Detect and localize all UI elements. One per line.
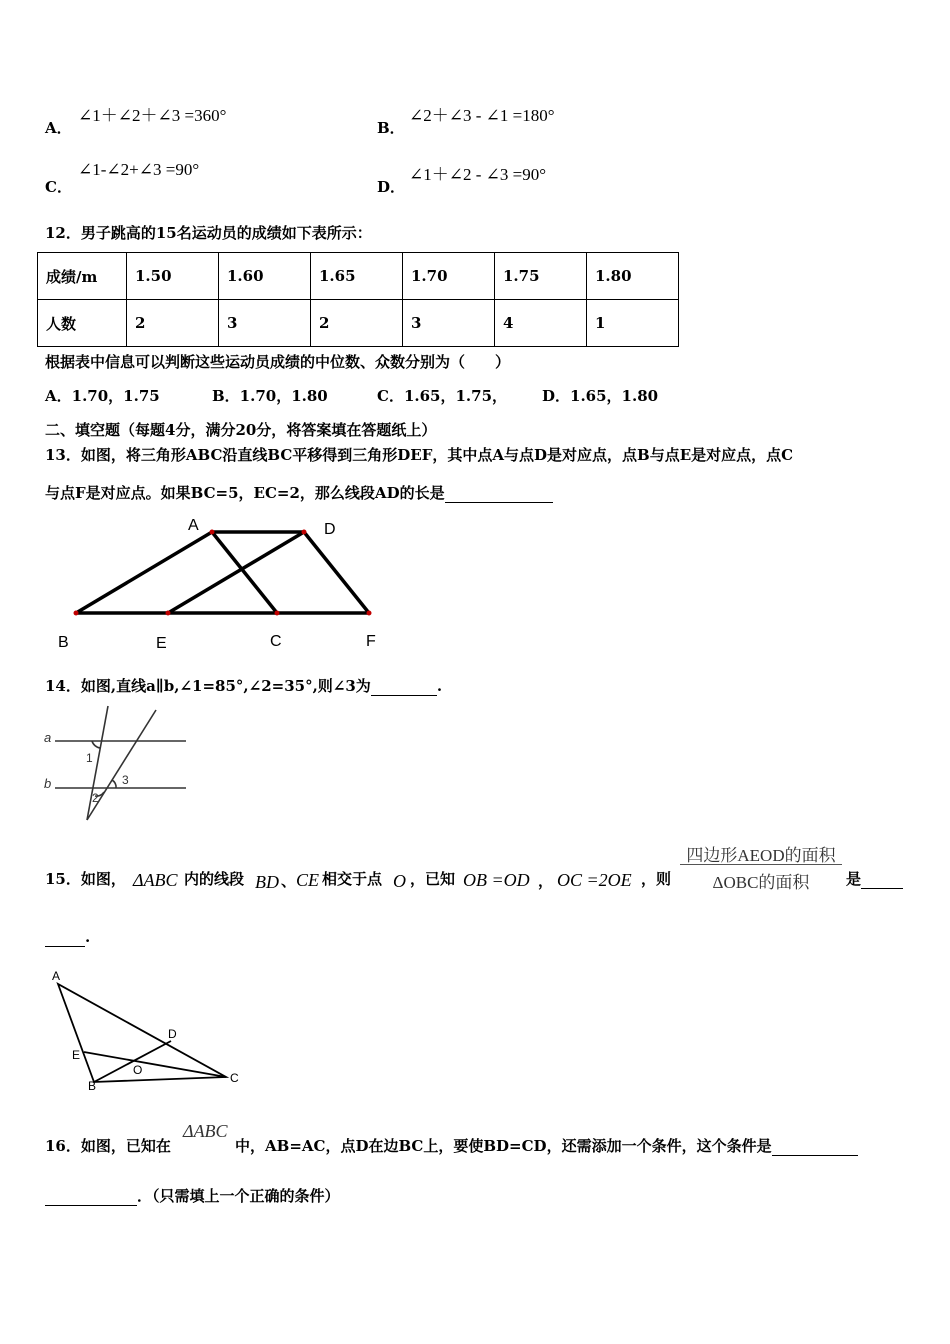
option-d-expression: ∠1＋∠2 - ∠3 =90° <box>409 165 547 184</box>
q12-question: 根据表中信息可以判断这些运动员成绩的中位数、众数分别为（ ） <box>45 353 511 371</box>
q14-text <box>45 675 442 696</box>
segment-df <box>304 532 369 613</box>
table-cell: 1.80 <box>587 253 679 300</box>
q16-stem: 中，AB=AC，点D在边BC上，要使BD=CD，还需添加一个条件，这个条件是 <box>235 1137 772 1155</box>
label-angle-3: 3 <box>122 773 129 787</box>
point-e <box>166 611 171 616</box>
q14-figure <box>40 700 200 830</box>
section-title: 二、填空题（每题4分，满分20分，将答案填在答题纸上） <box>45 421 437 439</box>
q13-line2 <box>45 482 553 503</box>
option-a-expression: ∠1＋∠2＋∠3 =360° <box>78 106 227 125</box>
table-cell: 1 <box>587 300 679 347</box>
label-b: B <box>88 1079 97 1092</box>
label-a: A <box>188 517 199 534</box>
q15-shi: 是 <box>846 870 862 888</box>
option-c-label: C． <box>45 178 72 196</box>
table-cell: 1.60 <box>219 253 311 300</box>
point-c <box>275 611 280 616</box>
table-cell: 3 <box>403 300 495 347</box>
segment-ac <box>212 532 277 613</box>
table-header-cell: 人数 <box>38 300 127 347</box>
label-o: O <box>133 1063 143 1077</box>
q15-sep: 、 <box>281 872 297 890</box>
point-b <box>74 611 79 616</box>
q15-figure <box>40 962 250 1092</box>
q15-point-o: O <box>393 871 406 891</box>
point-a <box>210 530 215 535</box>
q15-comma: ， <box>538 872 554 890</box>
point-f <box>367 611 372 616</box>
q16-line2 <box>45 1185 340 1206</box>
q12-option-b: B．1.70，1.80 <box>212 387 328 405</box>
q13-line2-text: 与点F是对应点。如果BC=5，EC=2，那么线段AD的长是 <box>45 484 445 502</box>
table-row <box>38 253 679 300</box>
q13-figure <box>40 510 400 655</box>
answer-blank[interactable] <box>861 870 903 889</box>
point-d <box>302 530 307 535</box>
q15-text4: ，则 <box>641 870 672 888</box>
label-line-b: b <box>44 776 52 791</box>
label-angle-1: 1 <box>86 751 93 765</box>
answer-blank[interactable] <box>371 677 437 696</box>
angle-3-arc <box>112 780 116 788</box>
label-c: C <box>230 1071 239 1085</box>
table-cell: 2 <box>127 300 219 347</box>
angle-1-arc <box>92 741 100 748</box>
q16-triangle: ΔABC <box>183 1121 228 1141</box>
q14-stem: 14．如图,直线a∥b,∠1=85°,∠2=35°,则∠3为 <box>45 677 371 695</box>
label-a: A <box>52 969 61 983</box>
q15-seg-bd: BD <box>255 872 279 892</box>
fraction-bar <box>680 864 842 865</box>
table-row <box>38 300 679 347</box>
score-table <box>37 252 679 347</box>
q15-line2 <box>45 928 90 947</box>
q12-option-c: C．1.65，1.75， <box>377 387 508 405</box>
q15-seg-ce: CE <box>296 870 320 890</box>
fraction-numerator: 四边形AEOD的面积 <box>686 846 836 865</box>
q15-text3: ，已知 <box>410 870 456 888</box>
table-cell: 2 <box>311 300 403 347</box>
option-a-label: A． <box>45 119 72 137</box>
label-line-a: a <box>44 730 52 745</box>
q12-option-a: A．1.70，1.75 <box>45 387 160 405</box>
label-e: E <box>72 1048 81 1062</box>
table-cell: 1.65 <box>311 253 403 300</box>
q12-option-d: D．1.65，1.80 <box>542 387 659 405</box>
fraction-denominator: ΔOBC的面积 <box>712 873 810 892</box>
label-f: F <box>366 633 376 650</box>
label-b: B <box>58 634 69 651</box>
q16-note: ．（只需填上一个正确的条件） <box>137 1187 340 1205</box>
table-header-cell: 成绩/m <box>38 253 127 300</box>
label-angle-2: 2 <box>92 791 99 805</box>
label-e: E <box>156 635 167 652</box>
option-d-label: D． <box>377 178 406 196</box>
table-cell: 1.75 <box>495 253 587 300</box>
table-cell: 1.70 <box>403 253 495 300</box>
option-c-expression: ∠1-∠2+∠3 =90° <box>78 160 200 179</box>
answer-blank[interactable] <box>445 484 553 503</box>
answer-blank[interactable] <box>45 928 85 947</box>
q16-prefix: 16．如图，已知在 <box>45 1137 171 1155</box>
q15-condition-1: OB =OD <box>463 870 530 890</box>
q15-prefix: 15．如图， <box>45 870 126 888</box>
option-b-expression: ∠2＋∠3 - ∠1 =180° <box>409 106 555 125</box>
table-cell: 4 <box>495 300 587 347</box>
label-d: D <box>168 1027 177 1041</box>
table-cell: 1.50 <box>127 253 219 300</box>
q15-text1: 内的线段 <box>184 870 245 888</box>
table-cell: 3 <box>219 300 311 347</box>
answer-blank[interactable] <box>772 1137 858 1156</box>
label-c: C <box>270 633 282 650</box>
label-d: D <box>324 521 336 538</box>
q14-period: . <box>436 677 443 695</box>
q15-condition-2: OC =2OE <box>557 870 632 890</box>
q15-period: . <box>85 928 91 946</box>
option-b-label: B． <box>377 119 405 137</box>
q15-triangle: ΔABC <box>133 870 178 890</box>
q16-text1 <box>235 1135 858 1156</box>
q15-text5 <box>846 868 903 889</box>
q12-stem: 12．男子跳高的15名运动员的成绩如下表所示： <box>45 224 372 242</box>
answer-blank[interactable] <box>45 1187 137 1206</box>
q15-text2: 相交于点 <box>322 870 383 888</box>
q13-line1: 13．如图，将三角形ABC沿直线BC平移得到三角形DEF，其中点A与点D是对应点，点B与点E是对应点，点C <box>45 446 794 464</box>
